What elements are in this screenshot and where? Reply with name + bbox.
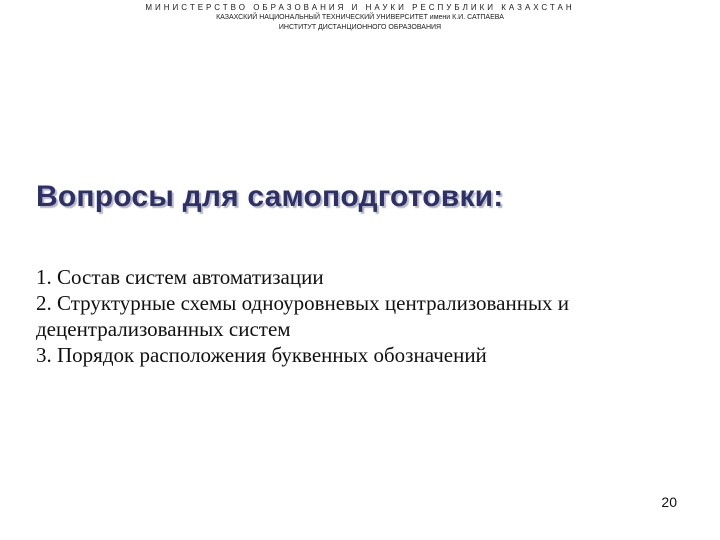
question-item: 2. Структурные схемы одноуровневых централизованных и децентрализованных систем: [36, 291, 570, 341]
ministry-name: МИНИСТЕРСТВО ОБРАЗОВАНИЯ И НАУКИ РЕСПУБЛИКИ КАЗАХСТАН: [145, 3, 575, 12]
question-item: 3. Порядок расположения буквенных обозначений: [36, 343, 487, 367]
questions-list: [36, 264, 696, 368]
institute-name: ИНСТИТУТ ДИСТАНЦИОННОГО ОБРАЗОВАНИЯ: [278, 24, 442, 31]
university-name: КАЗАХСКИЙ НАЦИОНАЛЬНЫЙ ТЕХНИЧЕСКИЙ УНИВЕРСИТЕТ имени К.И. САТПАЕВА: [216, 14, 504, 21]
page-number: 20: [661, 494, 677, 510]
question-item: 1. Состав систем автоматизации: [36, 265, 324, 289]
slide-title: Вопросы для самоподготовки:: [36, 180, 504, 213]
slide-header: [0, 2, 720, 33]
